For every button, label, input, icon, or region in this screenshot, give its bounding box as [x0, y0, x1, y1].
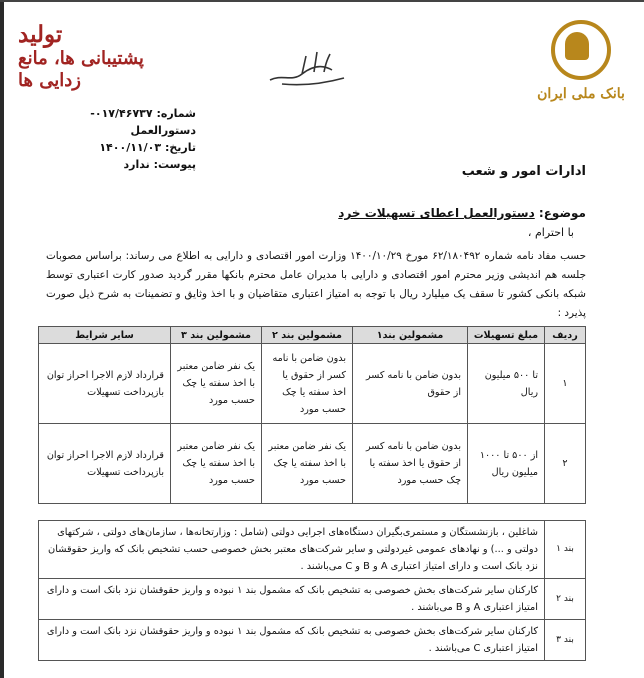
row-index: ۱: [545, 344, 586, 424]
slogan-subtitle: پشتیبانی ها، مانع زدایی ها: [18, 48, 144, 91]
letter-body: حسب مفاد نامه شماره ۶۲/۱۸۰۴۹۲ مورخ ۱۴۰۰/۱۰/۲۹ وزارت امور اقتصادی و دارایی به اطلاع می رساند: براساس مصوبات جلسه هم اندیشی وزیر محترم امور اقتصادی و دارایی با مدیران عامل محترم بانکها مقرر گردید صدور کارت اعتباری توسط شبکه بانکی کشور تا سقف یک میلیارد ریال با توجه به امتیاز اعتباری متقاضیان و با اخذ وثایق و تضمینات به شرح ذیل صورت پذیرد :: [46, 250, 587, 319]
condition-label: بند ۳: [545, 620, 586, 661]
condition-row: [39, 620, 586, 661]
col-band2: مشمولین بند ۲: [262, 327, 353, 344]
table-row: [39, 424, 586, 504]
conditions-table: [38, 520, 586, 661]
bank-name: بانک ملی ایران: [537, 86, 625, 102]
col-other: سایر شرایط: [39, 327, 171, 344]
table-row: [39, 344, 586, 424]
condition-row: [39, 521, 586, 579]
letter-meta: [26, 105, 196, 173]
letter-number: شماره: ۰۱۷/۴۶۷۳۷-دستورالعمل: [90, 107, 196, 137]
bank-logo: [536, 20, 626, 140]
condition-label: بند ۱: [545, 521, 586, 579]
signature-icon: [262, 44, 352, 90]
year-slogan: [18, 22, 148, 92]
letter-attachment: پیوست: ندارد: [123, 158, 196, 171]
page-edge-top: [0, 0, 644, 2]
condition-text: کارکنان سایر شرکت‌های بخش خصوصی به تشخیص بانک که مشمول بند ۱ نبوده و واریز حقوقشان نزد بانک است و دارای امتیاز اعتباری C می‌باشند .: [39, 620, 545, 661]
row-band2: یک نفر ضامن معتبر با اخذ سفته یا چک حسب مورد: [262, 424, 353, 504]
greeting: با احترام ،: [527, 226, 574, 239]
slogan-title: تولید: [18, 21, 63, 48]
col-band1: مشمولین بند۱: [353, 327, 468, 344]
letter-subject: موضوع: دستورالعمل اعطای تسهیلات خرد: [338, 206, 586, 220]
row-band1: بدون ضامن با نامه کسر از حقوق: [353, 344, 468, 424]
bank-seal-icon: [551, 20, 611, 80]
row-other: قرارداد لازم الاجرا احراز توان بازپرداخت تسهیلات: [39, 344, 171, 424]
page-edge: [0, 0, 4, 678]
condition-row: [39, 579, 586, 620]
row-band3: یک نفر ضامن معتبر با اخذ سفته یا چک حسب مورد: [171, 344, 262, 424]
row-index: ۲: [545, 424, 586, 504]
condition-text: شاغلین ، بازنشستگان و مستمری‌بگیران دستگاه‌های اجرایی دولتی (شامل : وزارتخانه‌ها ، سازمان‌های دولتی ، شرکتهای دولتی و ...) و نهادهای عمومی غیردولتی و سایر شرکت‌های معتبر بخش خصوصی حسب تشخیص بانک که واریز حقوقشان نزد بانک است و دارای امتیاز اعتباری A و B و C می‌باشند .: [39, 521, 545, 579]
row-band2: بدون ضامن با نامه کسر از حقوق یا اخذ سفته یا چک حسب مورد: [262, 344, 353, 424]
row-band3: یک نفر ضامن معتبر با اخذ سفته یا چک حسب مورد: [171, 424, 262, 504]
table-header-row: [39, 327, 586, 344]
col-amount: مبلغ تسهیلات: [468, 327, 545, 344]
col-band3: مشمولین بند ۳: [171, 327, 262, 344]
condition-label: بند ۲: [545, 579, 586, 620]
row-amount: تا ۵۰۰ میلیون ریال: [468, 344, 545, 424]
col-index: ردیف: [545, 327, 586, 344]
recipient: ادارات امور و شعب: [461, 164, 586, 179]
condition-text: کارکنان سایر شرکت‌های بخش خصوصی به تشخیص بانک که مشمول بند ۱ نبوده و واریز حقوقشان نزد بانک است و دارای امتیاز اعتباری A و B می‌باشند .: [39, 579, 545, 620]
letter-date: تاریخ: ۱۴۰۰/۱۱/۰۳: [99, 141, 196, 154]
row-band1: بدون ضامن با نامه کسر از حقوق یا اخذ سفته یا چک حسب مورد: [353, 424, 468, 504]
row-amount: از ۵۰۰ تا ۱۰۰۰ میلیون ریال: [468, 424, 545, 504]
row-other: قرارداد لازم الاجرا احراز توان بازپرداخت تسهیلات: [39, 424, 171, 504]
facilities-table: [38, 326, 586, 504]
